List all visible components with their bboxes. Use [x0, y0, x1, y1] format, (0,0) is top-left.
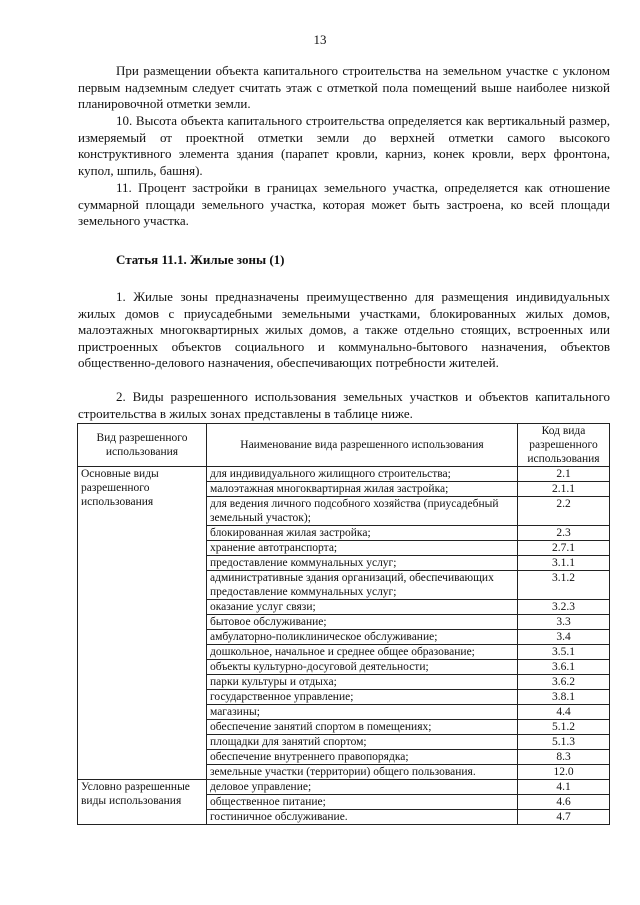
use-code: 3.4 — [518, 630, 610, 645]
use-name: магазины; — [207, 705, 518, 720]
use-code: 12.0 — [518, 765, 610, 780]
use-code: 3.2.3 — [518, 600, 610, 615]
use-name: государственное управление; — [207, 690, 518, 705]
use-code: 3.8.1 — [518, 690, 610, 705]
use-name: общественное питание; — [207, 795, 518, 810]
use-name: административные здания организаций, обеспечивающих предоставление коммунальных услуг; — [207, 571, 518, 600]
use-name: хранение автотранспорта; — [207, 541, 518, 556]
page-number: 13 — [313, 32, 327, 47]
use-name: дошкольное, начальное и среднее общее образование; — [207, 645, 518, 660]
paragraph-item-11: 11. Процент застройки в границах земельного участка, определяется как отношение суммарной площади земельного участка, которая может быть застроена, ко всей площади земельного участка. — [78, 180, 610, 228]
article-paragraph-1: 1. Жилые зоны предназначены преимущественно для размещения индивидуальных жилых домов с приусадебными земельными участками, блокированных жилых домов, малоэтажных многоквартирных жилых домов, а также отдельно стоящих, встроенных или пристроенных объектов социального и коммунально-бытового назначения, объектов общественно-делового назначения, обеспечивающих потребности жителей. — [78, 289, 610, 370]
paragraph-item-10: 10. Высота объекта капитального строительства определяется как вертикальный размер, измеряемый от проектной отметки земли до верхней отметки самого высокого конструктивного элемента здания (парапет кровли, карниз, конек кровли, верх фронтона, купол, шпиль, башня). — [78, 113, 610, 178]
use-name: малоэтажная многоквартирная жилая застройка; — [207, 482, 518, 497]
land-use-table — [77, 423, 610, 825]
table-header-row — [78, 424, 610, 467]
use-code: 4.4 — [518, 705, 610, 720]
use-code: 8.3 — [518, 750, 610, 765]
header-use-code: Код вида разрешенного использования — [518, 424, 610, 467]
use-code: 3.5.1 — [518, 645, 610, 660]
use-code: 4.7 — [518, 810, 610, 825]
use-name: площадки для занятий спортом; — [207, 735, 518, 750]
article-heading: Статья 11.1. Жилые зоны (1) — [116, 252, 285, 267]
use-name: бытовое обслуживание; — [207, 615, 518, 630]
use-name: блокированная жилая застройка; — [207, 526, 518, 541]
use-name: предоставление коммунальных услуг; — [207, 556, 518, 571]
use-name: гостиничное обслуживание. — [207, 810, 518, 825]
use-code: 5.1.2 — [518, 720, 610, 735]
use-code: 3.6.1 — [518, 660, 610, 675]
use-code: 4.6 — [518, 795, 610, 810]
use-code: 4.1 — [518, 780, 610, 795]
use-name: земельные участки (территории) общего пользования. — [207, 765, 518, 780]
use-name: оказание услуг связи; — [207, 600, 518, 615]
use-name: амбулаторно-поликлиническое обслуживание; — [207, 630, 518, 645]
use-name: обеспечение внутреннего правопорядка; — [207, 750, 518, 765]
use-name: объекты культурно-досуговой деятельности; — [207, 660, 518, 675]
use-code: 3.6.2 — [518, 675, 610, 690]
use-name: обеспечение занятий спортом в помещениях; — [207, 720, 518, 735]
paragraph-first-floor: При размещении объекта капитального строительства на земельном участке с уклоном первым надземным следует считать этаж с отметкой пола помещений выше наиболее низкой планировочной отметки земли. — [78, 63, 610, 111]
table-row — [78, 467, 610, 482]
use-name: деловое управление; — [207, 780, 518, 795]
use-code: 2.7.1 — [518, 541, 610, 556]
use-name: парки культуры и отдыха; — [207, 675, 518, 690]
use-code: 2.1.1 — [518, 482, 610, 497]
article-paragraph-2: 2. Виды разрешенного использования земельных участков и объектов капитального строительства в жилых зонах представлены в таблице ниже. — [78, 389, 610, 421]
table-row — [78, 780, 610, 795]
use-code: 3.3 — [518, 615, 610, 630]
header-use-type: Вид разрешенного использования — [78, 424, 207, 467]
use-name: для ведения личного подсобного хозяйства (приусадебный земельный участок); — [207, 497, 518, 526]
use-code: 5.1.3 — [518, 735, 610, 750]
header-use-name: Наименование вида разрешенного использования — [207, 424, 518, 467]
use-code: 3.1.1 — [518, 556, 610, 571]
use-code: 2.2 — [518, 497, 610, 526]
use-code: 2.3 — [518, 526, 610, 541]
use-code: 2.1 — [518, 467, 610, 482]
use-code: 3.1.2 — [518, 571, 610, 600]
use-name: для индивидуального жилищного строительства; — [207, 467, 518, 482]
group-label-conditional: Условно разрешенные виды использования — [78, 780, 207, 825]
group-label-main: Основные виды разрешенного использования — [78, 467, 207, 780]
